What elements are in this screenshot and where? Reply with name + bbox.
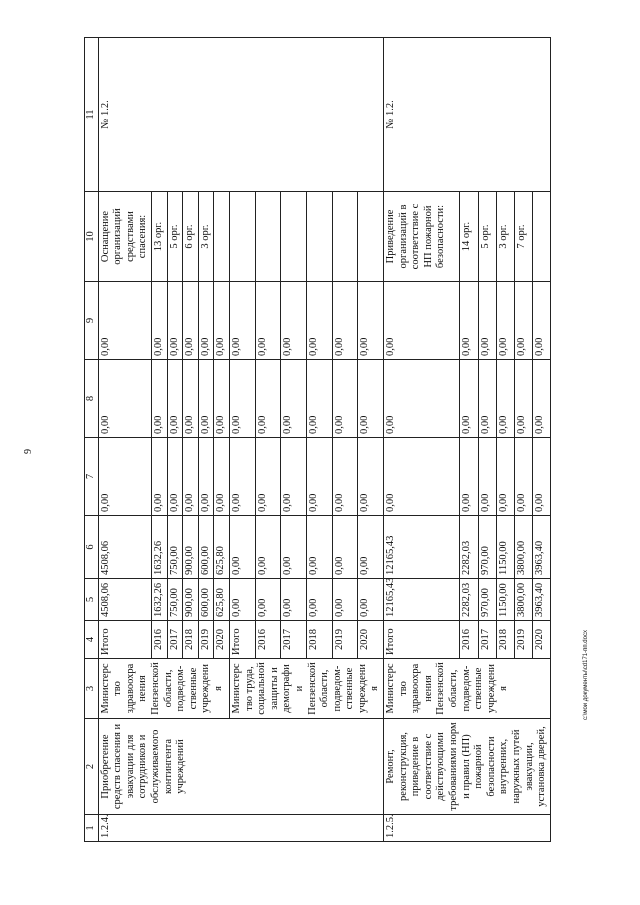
value-cell: 600,00 bbox=[198, 579, 214, 621]
value-cell: 0,00 bbox=[167, 282, 183, 360]
year-cell: 2019 bbox=[514, 621, 532, 659]
year-cell: 2016 bbox=[255, 621, 281, 659]
executor-name: Министерство здравоохранения Пензенской области, подведом-ственные учреждения bbox=[384, 659, 551, 719]
item-number: 1.2.5. bbox=[384, 815, 551, 842]
value-cell: 0,00 bbox=[98, 438, 151, 516]
value-cell: 0,00 bbox=[255, 579, 281, 621]
value-cell: 0,00 bbox=[532, 438, 550, 516]
value-cell: 0,00 bbox=[281, 360, 307, 438]
year-cell: 2019 bbox=[332, 621, 358, 659]
value-cell: 0,00 bbox=[478, 282, 496, 360]
result-cell: 14 орг. bbox=[460, 192, 478, 282]
value-cell: 0,00 bbox=[98, 360, 151, 438]
program-table bbox=[84, 37, 551, 842]
value-cell: 750,00 bbox=[167, 516, 183, 579]
value-cell: 970,00 bbox=[478, 579, 496, 621]
column-number: 5 bbox=[85, 579, 99, 621]
value-cell: 0,00 bbox=[255, 438, 281, 516]
value-cell: 0,00 bbox=[460, 360, 478, 438]
year-cell: 2017 bbox=[167, 621, 183, 659]
value-cell: 3963,40 bbox=[532, 516, 550, 579]
column-number: 11 bbox=[85, 38, 99, 192]
value-cell: 900,00 bbox=[183, 579, 199, 621]
value-cell: 750,00 bbox=[167, 579, 183, 621]
value-cell: 0,00 bbox=[229, 360, 255, 438]
column-number: 9 bbox=[85, 282, 99, 360]
year-cell: 2018 bbox=[307, 621, 333, 659]
result-cell bbox=[358, 192, 384, 282]
value-cell: 0,00 bbox=[98, 282, 151, 360]
column-number: 8 bbox=[85, 360, 99, 438]
value-cell: 0,00 bbox=[183, 360, 199, 438]
value-cell: 0,00 bbox=[332, 516, 358, 579]
value-cell: 0,00 bbox=[358, 438, 384, 516]
value-cell: 0,00 bbox=[281, 516, 307, 579]
value-cell: 4508,06 bbox=[98, 579, 151, 621]
measure-name: Приобретение средств спасения и эвакуации для сотрудников и обслуживаемого контингента учреждений bbox=[98, 719, 383, 815]
value-cell: 3963,40 bbox=[532, 579, 550, 621]
reference-cell: № 1.2. bbox=[384, 38, 551, 192]
column-number: 2 bbox=[85, 719, 99, 815]
column-number: 3 bbox=[85, 659, 99, 719]
value-cell: 0,00 bbox=[307, 282, 333, 360]
value-cell: 1632,26 bbox=[151, 579, 167, 621]
value-cell: 900,00 bbox=[183, 516, 199, 579]
value-cell: 0,00 bbox=[167, 360, 183, 438]
value-cell: 0,00 bbox=[214, 360, 230, 438]
value-cell: 0,00 bbox=[496, 438, 514, 516]
value-cell: 0,00 bbox=[255, 516, 281, 579]
value-cell: 0,00 bbox=[307, 579, 333, 621]
year-cell: 2019 bbox=[198, 621, 214, 659]
result-cell: 5 орг. bbox=[167, 192, 183, 282]
value-cell: 970,00 bbox=[478, 516, 496, 579]
footer-file-path: c:\мои документы\cd171-пп.docx bbox=[583, 630, 589, 720]
result-cell: 7 орг. bbox=[514, 192, 532, 282]
value-cell: 0,00 bbox=[151, 438, 167, 516]
column-number: 4 bbox=[85, 621, 99, 659]
executor-total-row bbox=[384, 38, 460, 842]
value-cell: 625,80 bbox=[214, 579, 230, 621]
column-number: 6 bbox=[85, 516, 99, 579]
value-cell: 0,00 bbox=[255, 282, 281, 360]
value-cell: 0,00 bbox=[496, 360, 514, 438]
year-cell: 2016 bbox=[460, 621, 478, 659]
year-cell: 2016 bbox=[151, 621, 167, 659]
value-cell: 0,00 bbox=[307, 360, 333, 438]
value-cell: 0,00 bbox=[281, 579, 307, 621]
value-cell: 0,00 bbox=[460, 438, 478, 516]
value-cell: 0,00 bbox=[532, 282, 550, 360]
year-cell: 2020 bbox=[532, 621, 550, 659]
value-cell: 0,00 bbox=[151, 360, 167, 438]
value-cell: 0,00 bbox=[384, 438, 460, 516]
result-cell: 6 орг. bbox=[183, 192, 199, 282]
value-cell: 0,00 bbox=[532, 360, 550, 438]
value-cell: 0,00 bbox=[496, 282, 514, 360]
value-cell: 0,00 bbox=[281, 438, 307, 516]
value-cell: 0,00 bbox=[198, 438, 214, 516]
value-cell: 0,00 bbox=[183, 282, 199, 360]
year-cell: 2018 bbox=[183, 621, 199, 659]
result-cell bbox=[332, 192, 358, 282]
value-cell: 0,00 bbox=[514, 282, 532, 360]
value-cell: 1150,00 bbox=[496, 579, 514, 621]
executor-name: Министерство труда, социальной защиты и демографии Пензенской области, подведом-ственные учреждения bbox=[229, 659, 383, 719]
result-cell: 3 орг. bbox=[198, 192, 214, 282]
value-cell: 0,00 bbox=[358, 516, 384, 579]
year-cell: 2017 bbox=[478, 621, 496, 659]
result-cell bbox=[214, 192, 230, 282]
value-cell: 1150,00 bbox=[496, 516, 514, 579]
value-cell: 4508,06 bbox=[98, 516, 151, 579]
value-cell: 0,00 bbox=[332, 579, 358, 621]
column-number: 1 bbox=[85, 815, 99, 842]
total-label: Итого bbox=[98, 621, 151, 659]
value-cell: 600,00 bbox=[198, 516, 214, 579]
total-label: Итого bbox=[384, 621, 460, 659]
page-number: 9 bbox=[23, 449, 34, 454]
value-cell: 0,00 bbox=[358, 579, 384, 621]
value-cell: 0,00 bbox=[198, 360, 214, 438]
year-cell: 2017 bbox=[281, 621, 307, 659]
reference-cell: № 1.2. bbox=[98, 38, 383, 192]
result-cell bbox=[532, 192, 550, 282]
value-cell: 0,00 bbox=[151, 282, 167, 360]
total-label: Итого bbox=[229, 621, 255, 659]
value-cell: 0,00 bbox=[384, 282, 460, 360]
year-cell: 2018 bbox=[496, 621, 514, 659]
value-cell: 0,00 bbox=[229, 282, 255, 360]
value-cell: 0,00 bbox=[255, 360, 281, 438]
result-cell: 5 орг. bbox=[478, 192, 496, 282]
result-cell bbox=[229, 192, 255, 282]
value-cell: 0,00 bbox=[332, 282, 358, 360]
value-cell: 0,00 bbox=[214, 282, 230, 360]
year-cell: 2020 bbox=[358, 621, 384, 659]
value-cell: 0,00 bbox=[198, 282, 214, 360]
result-cell bbox=[307, 192, 333, 282]
value-cell: 0,00 bbox=[358, 282, 384, 360]
value-cell: 0,00 bbox=[229, 438, 255, 516]
year-cell: 2020 bbox=[214, 621, 230, 659]
item-number: 1.2.4. bbox=[98, 815, 383, 842]
executor-name: Министерство здравоохранения Пензенской области, подведом-ственные учреждения bbox=[98, 659, 229, 719]
value-cell: 0,00 bbox=[478, 360, 496, 438]
value-cell: 2282,03 bbox=[460, 579, 478, 621]
value-cell: 0,00 bbox=[514, 438, 532, 516]
value-cell: 0,00 bbox=[332, 360, 358, 438]
value-cell: 0,00 bbox=[307, 438, 333, 516]
value-cell: 0,00 bbox=[514, 360, 532, 438]
value-cell: 0,00 bbox=[307, 516, 333, 579]
measure-name: Ремонт, реконструкция, приведение в соответствие с действующими требованиями норм и правил (НП) пожарной безопасности внутренних, наружных путей эвакуации, установка дверей, bbox=[384, 719, 551, 815]
value-cell: 0,00 bbox=[358, 360, 384, 438]
column-number: 10 bbox=[85, 192, 99, 282]
result-cell: Приведение организаций в соответствие с НП пожарной безопасности: bbox=[384, 192, 460, 282]
value-cell: 0,00 bbox=[332, 438, 358, 516]
value-cell: 3800,00 bbox=[514, 579, 532, 621]
value-cell: 0,00 bbox=[478, 438, 496, 516]
column-number: 7 bbox=[85, 438, 99, 516]
value-cell: 1632,26 bbox=[151, 516, 167, 579]
value-cell: 0,00 bbox=[384, 360, 460, 438]
value-cell: 0,00 bbox=[183, 438, 199, 516]
value-cell: 0,00 bbox=[214, 438, 230, 516]
value-cell: 0,00 bbox=[281, 282, 307, 360]
result-cell: Оснащение организаций средствами спасения: bbox=[98, 192, 151, 282]
value-cell: 12165,43 bbox=[384, 516, 460, 579]
result-cell bbox=[281, 192, 307, 282]
result-cell bbox=[255, 192, 281, 282]
result-cell: 3 орг. bbox=[496, 192, 514, 282]
value-cell: 12165,43 bbox=[384, 579, 460, 621]
value-cell: 2282,03 bbox=[460, 516, 478, 579]
value-cell: 0,00 bbox=[460, 282, 478, 360]
value-cell: 0,00 bbox=[167, 438, 183, 516]
value-cell: 625,80 bbox=[214, 516, 230, 579]
result-cell: 13 орг. bbox=[151, 192, 167, 282]
executor-total-row bbox=[98, 38, 151, 842]
rotated-table-container bbox=[84, 38, 609, 842]
value-cell: 0,00 bbox=[229, 579, 255, 621]
value-cell: 0,00 bbox=[229, 516, 255, 579]
value-cell: 3800,00 bbox=[514, 516, 532, 579]
column-number-row bbox=[85, 38, 99, 842]
